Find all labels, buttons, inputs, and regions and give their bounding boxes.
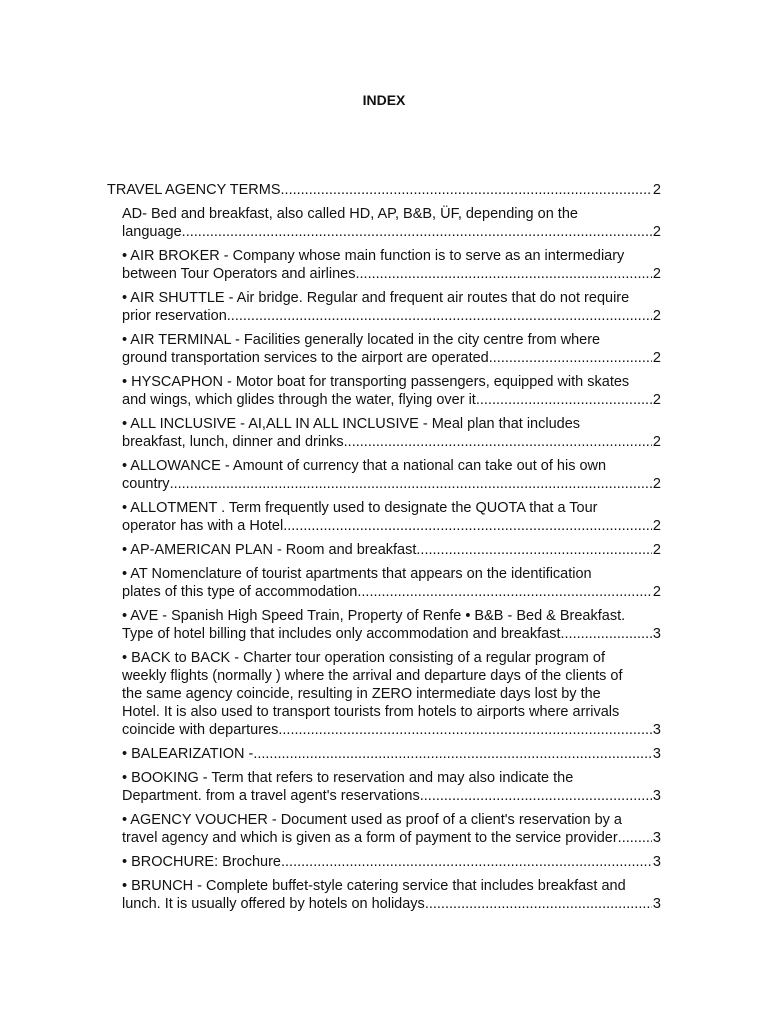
dot-leader: [283, 517, 652, 535]
toc-page-number: 3: [652, 830, 661, 846]
dot-leader: [182, 223, 652, 241]
toc-page-number: 3: [652, 788, 661, 804]
dot-leader: [489, 349, 652, 367]
toc-entry-text: Type of hotel billing that includes only accommodation and breakfast: [122, 626, 561, 642]
toc-entry-text: lunch. It is usually offered by hotels on holidays: [122, 896, 425, 912]
toc-entry-text: • AP-AMERICAN PLAN - Room and breakfast: [122, 542, 417, 558]
toc-page-number: 2: [652, 434, 661, 450]
toc-entry-text: • BRUNCH - Complete buffet-style catering service that includes breakfast and: [122, 878, 626, 894]
toc-entry-text: ground transportation services to the airport are operated: [122, 350, 489, 366]
toc-page-number: 2: [652, 182, 661, 198]
toc-page-number: 3: [652, 896, 661, 912]
toc-entry[interactable]: [107, 499, 661, 535]
toc-entry-text: • ALLOTMENT . Term frequently used to designate the QUOTA that a Tour: [122, 500, 598, 516]
toc-entry-text: the same agency coincide, resulting in ZERO intermediate days lost by the: [122, 686, 601, 702]
toc-page-number: 2: [652, 392, 661, 408]
toc-page-number: 2: [652, 476, 661, 492]
dot-leader: [281, 181, 652, 199]
toc-page-number: 2: [652, 224, 661, 240]
toc-page-number: 3: [652, 722, 661, 738]
toc-page-number: 3: [652, 626, 661, 642]
toc-entry-text: Department. from a travel agent's reservations: [122, 788, 420, 804]
toc-entry[interactable]: [107, 649, 661, 739]
index-title: INDEX: [362, 92, 406, 108]
toc-page-number: 2: [652, 350, 661, 366]
toc-page-number: 2: [652, 584, 661, 600]
dot-leader: [281, 853, 652, 871]
dot-leader: [476, 391, 652, 409]
toc-entry-text: • AT Nomenclature of tourist apartments that appears on the identification: [122, 566, 592, 582]
dot-leader: [357, 583, 652, 601]
toc-entry-text: • ALL INCLUSIVE - AI,ALL IN ALL INCLUSIVE - Meal plan that includes: [122, 416, 581, 432]
table-of-contents: [107, 181, 661, 919]
dot-leader: [416, 541, 652, 559]
toc-entry[interactable]: [107, 289, 661, 325]
toc-entry-text: travel agency and which is given as a form of payment to the service provider: [122, 830, 618, 846]
toc-entry[interactable]: [107, 811, 661, 847]
toc-entry-text: • BALEARIZATION -: [122, 746, 254, 762]
toc-entry-text: • BROCHURE: Brochure: [122, 854, 281, 870]
toc-page-number: 2: [652, 266, 661, 282]
toc-entry[interactable]: [107, 457, 661, 493]
toc-entry[interactable]: [107, 565, 661, 601]
toc-entry-text: • AVE - Spanish High Speed Train, Property of Renfe • B&B - Bed & Breakfast.: [122, 608, 626, 624]
toc-entry-text: operator has with a Hotel: [122, 518, 284, 534]
toc-entry-text: and wings, which glides through the water, flying over it: [122, 392, 476, 408]
dot-leader: [355, 265, 651, 283]
toc-entry[interactable]: [107, 877, 661, 913]
toc-entry[interactable]: [107, 247, 661, 283]
toc-entry-text: • AIR TERMINAL - Facilities generally located in the city centre from where: [122, 332, 601, 348]
toc-entry[interactable]: [107, 769, 661, 805]
toc-page-number: 3: [652, 854, 661, 870]
toc-entry-text: language: [122, 224, 182, 240]
toc-entry[interactable]: [107, 853, 661, 871]
toc-entry[interactable]: [107, 373, 661, 409]
toc-entry[interactable]: [107, 181, 661, 199]
toc-entry-text: prior reservation: [122, 308, 227, 324]
toc-page-number: 2: [652, 542, 661, 558]
dot-leader: [618, 829, 652, 847]
dot-leader: [227, 307, 652, 325]
toc-entry[interactable]: [107, 745, 661, 763]
toc-entry-text: • ALLOWANCE - Amount of currency that a national can take out of his own: [122, 458, 607, 474]
toc-page-number: 3: [652, 746, 661, 762]
dot-leader: [253, 745, 652, 763]
toc-page-number: 2: [652, 518, 661, 534]
toc-entry-text: Hotel. It is also used to transport tourists from hotels to airports where arrivals: [122, 704, 620, 720]
toc-entry-text: • HYSCAPHON - Motor boat for transporting passengers, equipped with skates: [122, 374, 630, 390]
toc-entry[interactable]: [107, 541, 661, 559]
dot-leader: [170, 475, 652, 493]
toc-entry-text: coincide with departures: [122, 722, 279, 738]
dot-leader: [425, 895, 652, 913]
toc-entry-text: weekly flights (normally ) where the arrival and departure days of the clients of: [122, 668, 623, 684]
toc-entry[interactable]: [107, 607, 661, 643]
dot-leader: [344, 433, 652, 451]
toc-entry-text: breakfast, lunch, dinner and drinks: [122, 434, 344, 450]
toc-entry-text: • BOOKING - Term that refers to reservation and may also indicate the: [122, 770, 574, 786]
toc-page-number: 2: [652, 308, 661, 324]
dot-leader: [420, 787, 652, 805]
toc-entry-text: plates of this type of accommodation: [122, 584, 358, 600]
toc-entry-text: between Tour Operators and airlines: [122, 266, 356, 282]
toc-entry[interactable]: [107, 331, 661, 367]
toc-entry-text: • AIR SHUTTLE - Air bridge. Regular and frequent air routes that do not require: [122, 290, 630, 306]
dot-leader: [560, 625, 651, 643]
toc-entry[interactable]: [107, 205, 661, 241]
toc-entry-text: • AIR BROKER - Company whose main function is to serve as an intermediary: [122, 248, 625, 264]
toc-entry-text: • BACK to BACK - Charter tour operation consisting of a regular program of: [122, 650, 605, 666]
toc-entry[interactable]: [107, 415, 661, 451]
toc-entry-text: • AGENCY VOUCHER - Document used as proof of a client's reservation by a: [122, 812, 622, 828]
toc-entry-text: country: [122, 476, 170, 492]
toc-entry-text: AD- Bed and breakfast, also called HD, AP, B&B, ÜF, depending on the: [122, 206, 578, 222]
toc-entry-text: TRAVEL AGENCY TERMS: [107, 182, 281, 198]
dot-leader: [278, 721, 652, 739]
